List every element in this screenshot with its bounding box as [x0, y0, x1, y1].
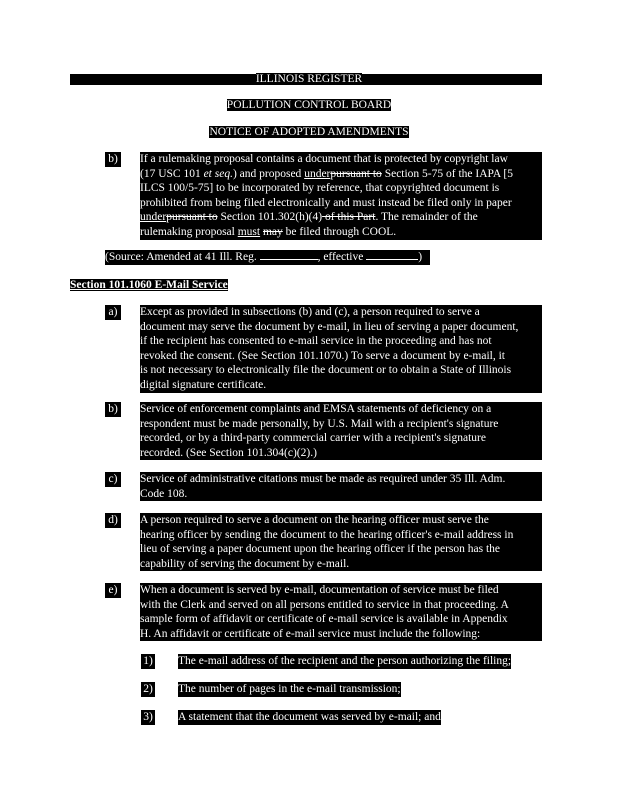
inserted-text: under	[304, 167, 331, 180]
deleted-text: pursuant to	[166, 211, 218, 224]
inserted-text: must	[237, 225, 261, 238]
board-title: POLLUTION CONTROL BOARD	[226, 99, 392, 111]
d-paragraph	[140, 513, 542, 571]
italic-text: et seq.	[203, 167, 233, 180]
sub-2-label: 2)	[141, 682, 155, 697]
prev-b-line-3: ILCS 100/5-75] to be incorporated by reference, that copyrighted document is	[140, 182, 500, 195]
e-line: sample form of affidavit or certificate of e-mail service is available in Appendix	[140, 613, 508, 626]
a-paragraph	[140, 305, 542, 393]
inserted-text: under	[140, 211, 167, 224]
c-paragraph	[140, 472, 542, 501]
d-line: A person required to serve a document on the hearing officer must serve the	[140, 514, 489, 526]
board-header	[0, 98, 618, 113]
a-line: is not necessary to electronically file the document or to obtain a State of Illinois	[140, 364, 512, 377]
c-line: Service of administrative citations must be made as required under 35 Ill. Adm.	[140, 473, 506, 485]
prev-b-line-5	[140, 210, 542, 225]
a-line: Except as provided in subsections (b) and (c), a person required to serve a	[140, 306, 480, 318]
c-label: c)	[105, 472, 121, 487]
register-title: ILLINOIS REGISTER	[255, 73, 363, 85]
sub-2-text: The number of pages in the e-mail transmission;	[178, 683, 401, 695]
b-line: recorded. (See Section 101.304(c)(2).)	[140, 446, 317, 459]
b-line: respondent must be made personally, by U.S. Mail with a recipient's signature	[140, 417, 499, 430]
source-text: )	[418, 251, 423, 263]
b-line: Service of enforcement complaints and EMSA statements of deficiency on a	[140, 403, 492, 415]
prev-b-line-1: If a rulemaking proposal contains a document that is protected by copyright law	[140, 153, 508, 165]
text: be filed through COOL.	[282, 225, 397, 238]
d-line: hearing officer by sending the document to the hearing officer's e-mail address in	[140, 528, 514, 541]
prev-b-line-2	[140, 167, 542, 182]
a-line: document may serve the document by e-mail, in lieu of serving a paper document,	[140, 320, 519, 333]
deleted-text: of this Part	[322, 211, 376, 224]
e-line: When a document is served by e-mail, documentation of service must be filed	[140, 584, 499, 596]
sub-3-text: A statement that the document was served by e-mail; and	[178, 711, 441, 723]
a-line: digital signature certificate.	[140, 378, 267, 391]
prev-b-line-4: prohibited from being filed electronically and must instead be filed only in paper	[140, 196, 512, 209]
notice-title: NOTICE OF ADOPTED AMENDMENTS	[209, 126, 409, 138]
sub-1-label: 1)	[141, 654, 155, 669]
sub-1-text: The e-mail address of the recipient and the person authorizing the filing;	[178, 655, 512, 667]
a-label: a)	[105, 305, 121, 320]
e-line: with the Clerk and served on all persons entitled to service in that proceeding. A	[140, 598, 509, 611]
a-line: revoked the consent. (See Section 101.1070.) To serve a document by e-mail, it	[140, 349, 505, 362]
text: rulemaking proposal	[140, 225, 238, 238]
prev-b-label: b)	[105, 152, 121, 167]
d-label: d)	[105, 513, 121, 528]
source-text: , effective	[317, 251, 367, 263]
sub-3-label: 3)	[141, 710, 155, 725]
source-note	[105, 250, 430, 265]
section-heading	[70, 278, 228, 293]
text: Section 101.302(h)(4)	[217, 211, 323, 224]
prev-b-line-6	[140, 225, 542, 240]
text: . The remainder of the	[375, 211, 478, 224]
e-line: H. An affidavit or certificate of e-mail service must include the following:	[140, 627, 481, 640]
section-heading-text: Section 101.1060 E-Mail Service	[70, 279, 228, 291]
b-line: recorded, or by a third-party commercial carrier with a recipient's signature	[140, 432, 486, 445]
deleted-text: pursuant to	[330, 167, 382, 180]
b-paragraph	[140, 402, 542, 460]
text: Section 5-75 of the IAPA [5	[381, 167, 513, 180]
prev-b-paragraph	[140, 152, 542, 240]
d-line: capability of serving the document by e-mail.	[140, 557, 350, 570]
b-label: b)	[105, 402, 121, 417]
text: (17 USC 101	[140, 167, 204, 180]
register-header	[0, 72, 618, 87]
source-blank-1	[260, 259, 318, 260]
a-line: if the recipient has consented to e-mail service in the proceeding and has not	[140, 335, 492, 348]
e-paragraph	[140, 583, 542, 641]
text: ) and proposed	[232, 167, 305, 180]
c-line: Code 108.	[140, 487, 188, 500]
d-line: lieu of serving a paper document upon the hearing officer if the person has the	[140, 543, 500, 556]
notice-header	[0, 125, 618, 140]
deleted-text: may	[262, 225, 283, 238]
source-text: (Source: Amended at 41 Ill. Reg.	[105, 251, 260, 263]
e-label: e)	[105, 583, 121, 598]
source-blank-2	[366, 259, 418, 260]
